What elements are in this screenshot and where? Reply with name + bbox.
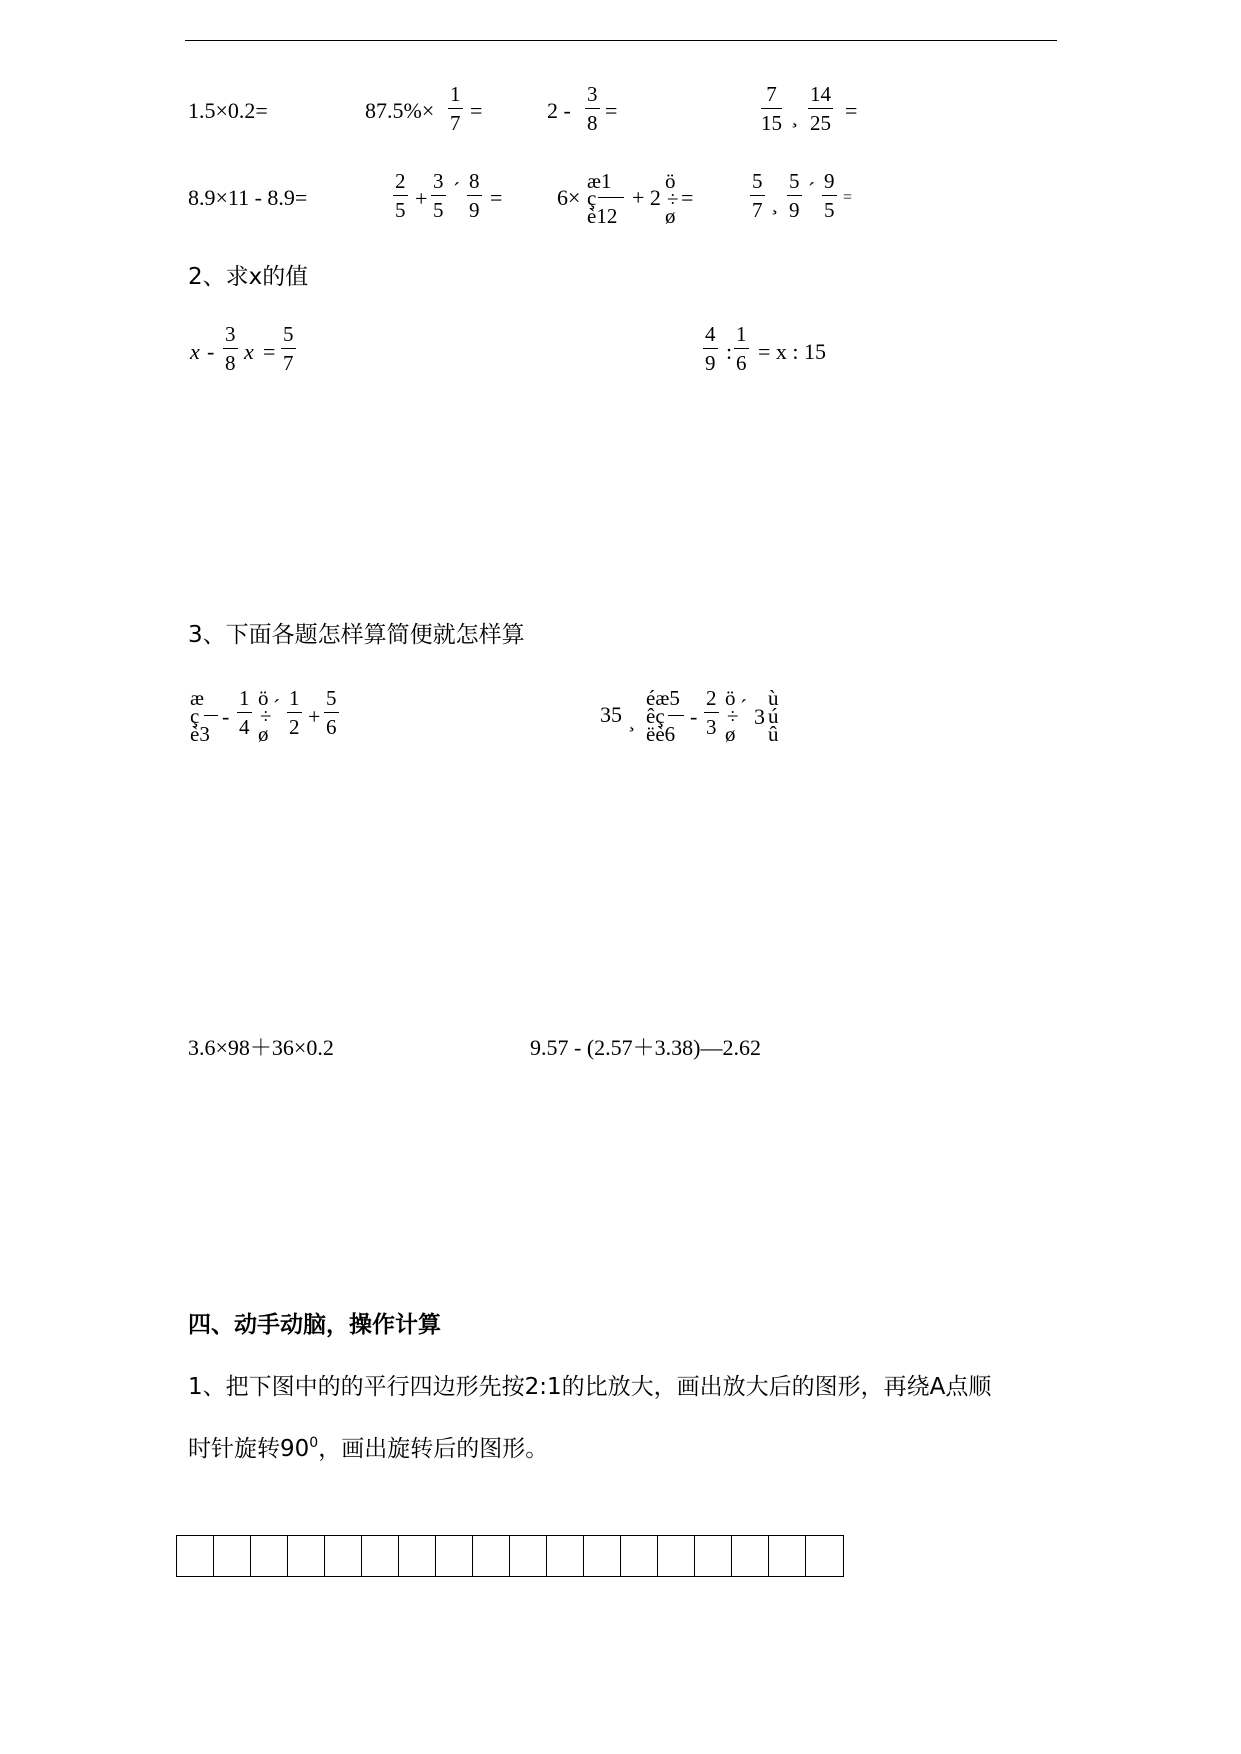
expr-1-1: 1.5×0.2=: [188, 98, 268, 123]
paren-glyph-mid: ÷: [260, 704, 272, 728]
expr-1-3-left: 2 -: [547, 98, 571, 123]
section-2-heading: 2、求x的值: [188, 264, 309, 290]
section-3-heading: 3、下面各题怎样算简便就怎样算: [188, 622, 525, 648]
bracket-glyph-bottom: û: [768, 722, 779, 746]
fraction: $\frac{3}{5}$: [433, 169, 444, 222]
grid-cell: [621, 1536, 658, 1576]
expr-3-4: 9.57 - (2.57＋3.38)—2.62: [530, 1035, 761, 1060]
expr-1-2-left: 87.5%×: [365, 98, 435, 123]
times-sign: ´: [808, 178, 815, 202]
times-sign: ´: [453, 178, 460, 202]
grid-cell: [177, 1536, 214, 1576]
paren-glyph-bottom: è3: [190, 722, 210, 746]
bracket-glyph-top: ù: [768, 686, 779, 710]
bracket-glyph-top: éæ5: [646, 686, 680, 710]
equals: =: [263, 339, 276, 364]
grid-cell: [436, 1536, 473, 1576]
grid-cell: [251, 1536, 288, 1576]
equals: =: [605, 98, 618, 123]
paren-glyph-bottom: è12: [587, 204, 618, 228]
paren-glyph-mid: ÷: [667, 187, 679, 211]
ratio-colon: :: [726, 339, 733, 364]
grid-cell: [399, 1536, 436, 1576]
header-rule: [185, 40, 1057, 41]
paren-glyph-top: ö: [258, 686, 269, 710]
fraction: $\frac{9}{5}$: [824, 169, 835, 222]
minus-sign: -: [690, 704, 698, 729]
fraction: $\frac{5}{6}$: [326, 686, 337, 739]
grid-cell: [806, 1536, 843, 1576]
grid-cell: [658, 1536, 695, 1576]
ratio-rest: = x : 15: [758, 339, 827, 364]
expr-2-3-left: 6×: [557, 185, 581, 210]
grid-cell: [769, 1536, 806, 1576]
paren-glyph-mid: ÷: [727, 704, 739, 728]
grid-cell: [695, 1536, 732, 1576]
fraction-bar: [668, 715, 684, 716]
divide-sign: ¸: [791, 104, 798, 128]
grid-cell: [288, 1536, 325, 1576]
task-text-line-1: 1、把下图中的的平行四边形先按2:1的比放大，画出放大后的图形，再绕A点顺: [188, 1374, 992, 1400]
equals: =: [470, 98, 483, 123]
paren-glyph-top: ö: [665, 169, 676, 193]
times-sign: ´: [740, 695, 747, 719]
variable-x: x: [244, 339, 254, 364]
minus-sign: -: [207, 339, 215, 364]
minus-sign: -: [222, 704, 230, 729]
plus-two: + 2: [632, 185, 661, 210]
fraction: $\frac{1}{7}$: [450, 82, 461, 135]
fraction: $\frac{5}{7}$: [752, 169, 763, 222]
fraction: $\frac{5}{9}$: [789, 169, 800, 222]
section-4-heading: 四、动手动脑，操作计算: [188, 1312, 441, 1338]
fraction: $\frac{1}{6}$: [736, 322, 747, 375]
paren-glyph-top: æ: [190, 686, 205, 710]
drawing-grid: [176, 1535, 844, 1577]
task-text-line-2: 时针旋转$90^0$，画出旋转后的图形。: [188, 1435, 549, 1462]
bracket-glyph-mid: ú: [768, 704, 779, 728]
paren-glyph-bottom: ø: [258, 722, 269, 746]
paren-glyph-mid: ç: [587, 186, 597, 210]
number-35: 35: [600, 702, 622, 727]
fraction: $\frac{2}{5}$: [395, 169, 406, 222]
fraction: $\frac{7}{15}$: [761, 82, 782, 135]
paren-glyph-top: ö: [725, 686, 736, 710]
fraction: $\frac{3}{8}$: [587, 82, 598, 135]
paren-glyph-mid: ç: [190, 704, 200, 728]
equals: =: [681, 185, 694, 210]
equals: =: [845, 98, 858, 123]
number-3: 3: [754, 704, 765, 729]
fraction: $\frac{3}{8}$: [225, 322, 236, 375]
grid-cell: [362, 1536, 399, 1576]
plus-sign: +: [308, 704, 321, 729]
fraction: $\frac{1}{4}$: [239, 686, 250, 739]
fraction-bar: [204, 715, 218, 716]
fraction: $\frac{4}{9}$: [705, 322, 716, 375]
grid-cell: [584, 1536, 621, 1576]
fraction-bar: [598, 197, 624, 198]
bracket-glyph-mid: êç: [646, 704, 665, 728]
divide-sign: ¸: [628, 708, 635, 732]
paren-glyph-bottom: ø: [665, 204, 676, 228]
grid-cell: [732, 1536, 769, 1576]
expr-3-3: 3.6×98＋36×0.2: [188, 1035, 334, 1060]
times-sign: ´: [273, 695, 280, 719]
fraction: $\frac{14}{25}$: [810, 82, 831, 135]
grid-cell: [325, 1536, 362, 1576]
expr-2-1: 8.9×11 - 8.9=: [188, 185, 308, 210]
paren-glyph-bottom: ø: [725, 722, 736, 746]
divide-sign: ¸: [771, 191, 778, 215]
variable-x: x: [190, 339, 200, 364]
bracket-glyph-bottom: ëè6: [646, 722, 676, 746]
fraction: $\frac{8}{9}$: [469, 169, 480, 222]
paren-glyph-top: æ1: [587, 169, 612, 193]
equals: =: [490, 185, 503, 210]
grid-cell: [214, 1536, 251, 1576]
plus-sign: +: [415, 186, 428, 211]
equals: =: [843, 189, 853, 206]
fraction: $\frac{1}{2}$: [289, 686, 300, 739]
grid-cell: [510, 1536, 547, 1576]
grid-cell: [473, 1536, 510, 1576]
grid-cell: [547, 1536, 584, 1576]
fraction: $\frac{2}{3}$: [706, 686, 717, 739]
fraction: $\frac{5}{7}$: [283, 322, 294, 375]
